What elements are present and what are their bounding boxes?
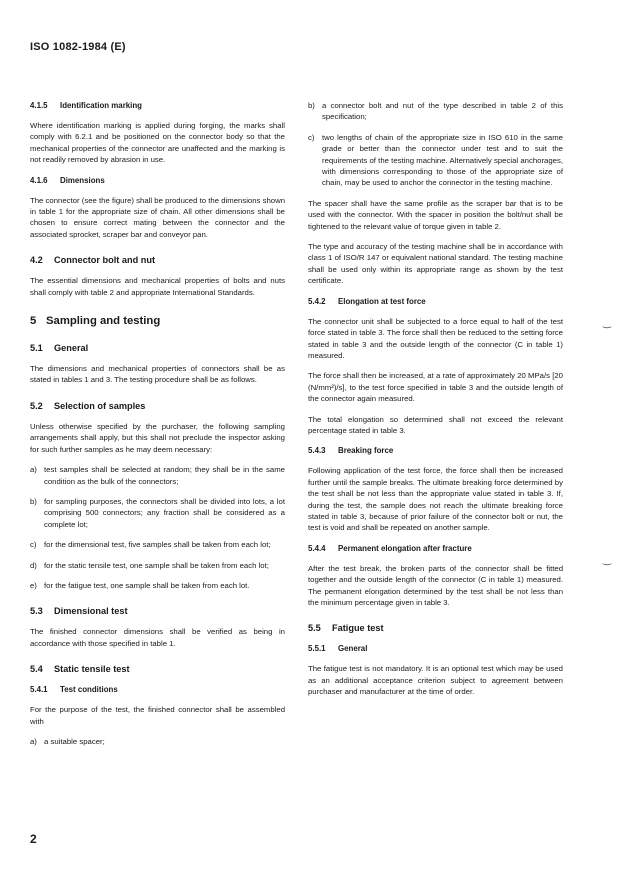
margin-mark: ‿	[603, 318, 612, 329]
subsection-heading	[30, 663, 285, 675]
clause-heading	[30, 684, 285, 695]
paragraph: The total elongation so determined shall not exceed the relevant percentage stated in table 3.	[308, 414, 563, 435]
heading-number: 5.5.1	[308, 644, 326, 654]
subsection-heading	[308, 622, 563, 634]
list-marker: c)	[308, 132, 315, 142]
margin-mark: ‿	[603, 555, 612, 566]
heading-title: Permanent elongation after fracture	[338, 543, 472, 553]
list-text: for sampling purposes, the connectors shall be divided into lots, a lot comprising 500 connectors; any fraction shall be considered as a complete lot;	[44, 496, 285, 529]
heading-number: 5	[30, 315, 37, 328]
heading-number: 5.1	[30, 343, 43, 354]
paragraph: The fatigue test is not mandatory. It is an optional test which may be used as an additional acceptance criterion subject to agreement between purchaser and manufacturer at the time of order.	[308, 664, 563, 697]
clause-heading	[308, 643, 563, 654]
heading-number: 5.4.4	[308, 543, 326, 553]
list-marker: a)	[30, 465, 37, 475]
paragraph: The spacer shall have the same profile as the scraper bar that is to be used with the connector. With the spacer in position the bolt/nut shall be tightened to the relevant value of torque given in table 2.	[308, 198, 563, 231]
clause-heading	[308, 296, 563, 307]
list-item	[30, 496, 285, 530]
paragraph: For the purpose of the test, the finished connector shall be assembled with	[30, 705, 285, 726]
heading-number: 5.4.1	[30, 685, 48, 695]
paragraph: After the test break, the broken parts of the connector shall be fitted together and the outside length of the connector (C in table 1) measured. The permanent elongation determined by the test shall be not less than the minimum percentage given in table 3.	[308, 563, 563, 607]
paragraph: The connector unit shall be subjected to a force equal to half of the test force stated in table 3. The force shall then be reduced to the setting force stated in table 3 and the outside length of the connector (C in table 1) measured.	[308, 316, 563, 360]
heading-title: Dimensional test	[54, 606, 128, 617]
heading-title: Selection of samples	[54, 400, 146, 411]
clause-heading	[308, 445, 563, 456]
list-text: two lengths of chain of the appropriate size in ISO 610 in the same grade or better than the connector under test and to suit the requirements of the testing machine. Alternatively special anchorages, with dimensions corresponding to those of the appropriate size of chain, may be used to anchor the connector in the testing machine.	[322, 132, 563, 188]
list-marker: b)	[308, 101, 315, 110]
paragraph: The finished connector dimensions shall be verified as being in accordance with those specified in table 1.	[30, 627, 285, 648]
list-item	[30, 539, 285, 550]
subsection-heading	[30, 342, 285, 354]
list-marker: a)	[30, 736, 37, 746]
heading-title: Test conditions	[60, 685, 118, 695]
page-header: ISO 1082-1984 (E)	[30, 41, 126, 53]
heading-title: Sampling and testing	[46, 315, 161, 328]
heading-title: Fatigue test	[332, 623, 384, 634]
clause-heading	[308, 543, 563, 554]
list-marker: c)	[30, 540, 37, 550]
subsection-heading	[30, 605, 285, 617]
paragraph: Unless otherwise specified by the purchaser, the following sampling arrangements shall apply, but this shall not preclude the inspector asking for such further samples as he may deem necessary:	[30, 421, 285, 454]
heading-title: Identification marking	[60, 101, 142, 110]
section-heading	[30, 314, 285, 328]
heading-title: Breaking force	[338, 446, 394, 456]
paragraph: The force shall then be increased, at a rate of approximately 20 MPa/s [20 (N/mm²)/s], to the test force specified in table 3 and the outside length of the connector again measured.	[308, 371, 563, 404]
subsection-heading	[30, 400, 285, 412]
heading-title: General	[54, 343, 89, 354]
right-column	[308, 100, 563, 707]
heading-title: Dimensions	[60, 175, 105, 185]
heading-number: 4.2	[30, 255, 43, 266]
heading-number: 5.4.3	[308, 446, 326, 456]
left-column	[30, 100, 285, 756]
heading-number: 4.1.5	[30, 101, 48, 110]
list-marker: d)	[30, 560, 37, 570]
list-item	[30, 736, 285, 747]
list-text: a connector bolt and nut of the type described in table 2 of this specification;	[322, 101, 563, 122]
list-text: for the static tensile test, one sample shall be taken from each lot;	[44, 560, 269, 570]
list-item	[308, 100, 563, 123]
paragraph: The connector (see the figure) shall be produced to the dimensions shown in table 1 for the appropriate size of chain. All other dimensions shall be chosen to ensure correct mating between the connector and the associated sprocket, scraper bar and conveyor pan.	[30, 195, 285, 239]
list-marker: e)	[30, 580, 37, 590]
heading-number: 5.2	[30, 400, 43, 411]
list-marker: b)	[30, 496, 37, 506]
list-text: a suitable spacer;	[44, 736, 105, 746]
heading-number: 4.1.6	[30, 175, 48, 185]
paragraph: The essential dimensions and mechanical properties of bolts and nuts shall comply with table 2 and appropriate International Standards.	[30, 276, 285, 297]
paragraph: The type and accuracy of the testing machine shall be in accordance with class 1 of ISO/R 147 or equivalent national standard. The testing machine shall be used only within its appropriate range as shown by the test certificate.	[308, 242, 563, 286]
heading-title: General	[338, 644, 368, 654]
list-text: for the fatigue test, one sample shall be taken from each lot.	[44, 580, 250, 590]
list-item	[30, 464, 285, 487]
paragraph: The dimensions and mechanical properties of connectors shall be as stated in tables 1 and 3. The testing procedure shall be as follows.	[30, 364, 285, 385]
list-item	[30, 580, 285, 591]
paragraph: Where identification marking is applied during forging, the marks shall comply with 6.2.1 and be positioned on the connector body so that the mechanical properties of the connector are unaffected and the marking is not readily removed by abrasion in use.	[30, 121, 285, 165]
heading-number: 5.5	[308, 623, 321, 634]
list-text: for the dimensional test, five samples shall be taken from each lot;	[44, 540, 271, 550]
heading-title: Elongation at test force	[338, 296, 426, 306]
subsection-heading	[30, 254, 285, 266]
clause-heading	[30, 175, 285, 186]
heading-title: Connector bolt and nut	[54, 255, 156, 266]
heading-number: 5.3	[30, 606, 43, 617]
heading-title: Static tensile test	[54, 664, 130, 675]
page-number: 2	[30, 832, 37, 846]
paragraph: Following application of the test force, the force shall then be increased further until the sample breaks. The ultimate breaking force determined by the test shall be not less than the appropriate value stated in table 3. If, during the test, the sample does not reach the ultimate breaking force stated in table 3, because of prior failure of the connector bolt or nut, the test is void and shall be repeated on another sample.	[308, 466, 563, 533]
heading-number: 5.4	[30, 664, 43, 675]
heading-number: 5.4.2	[308, 296, 326, 306]
list-text: test samples shall be selected at random; they shall be in the same condition as the bulk of the connectors;	[44, 465, 285, 486]
clause-heading	[30, 100, 285, 111]
list-item	[30, 560, 285, 571]
list-item	[308, 132, 563, 189]
